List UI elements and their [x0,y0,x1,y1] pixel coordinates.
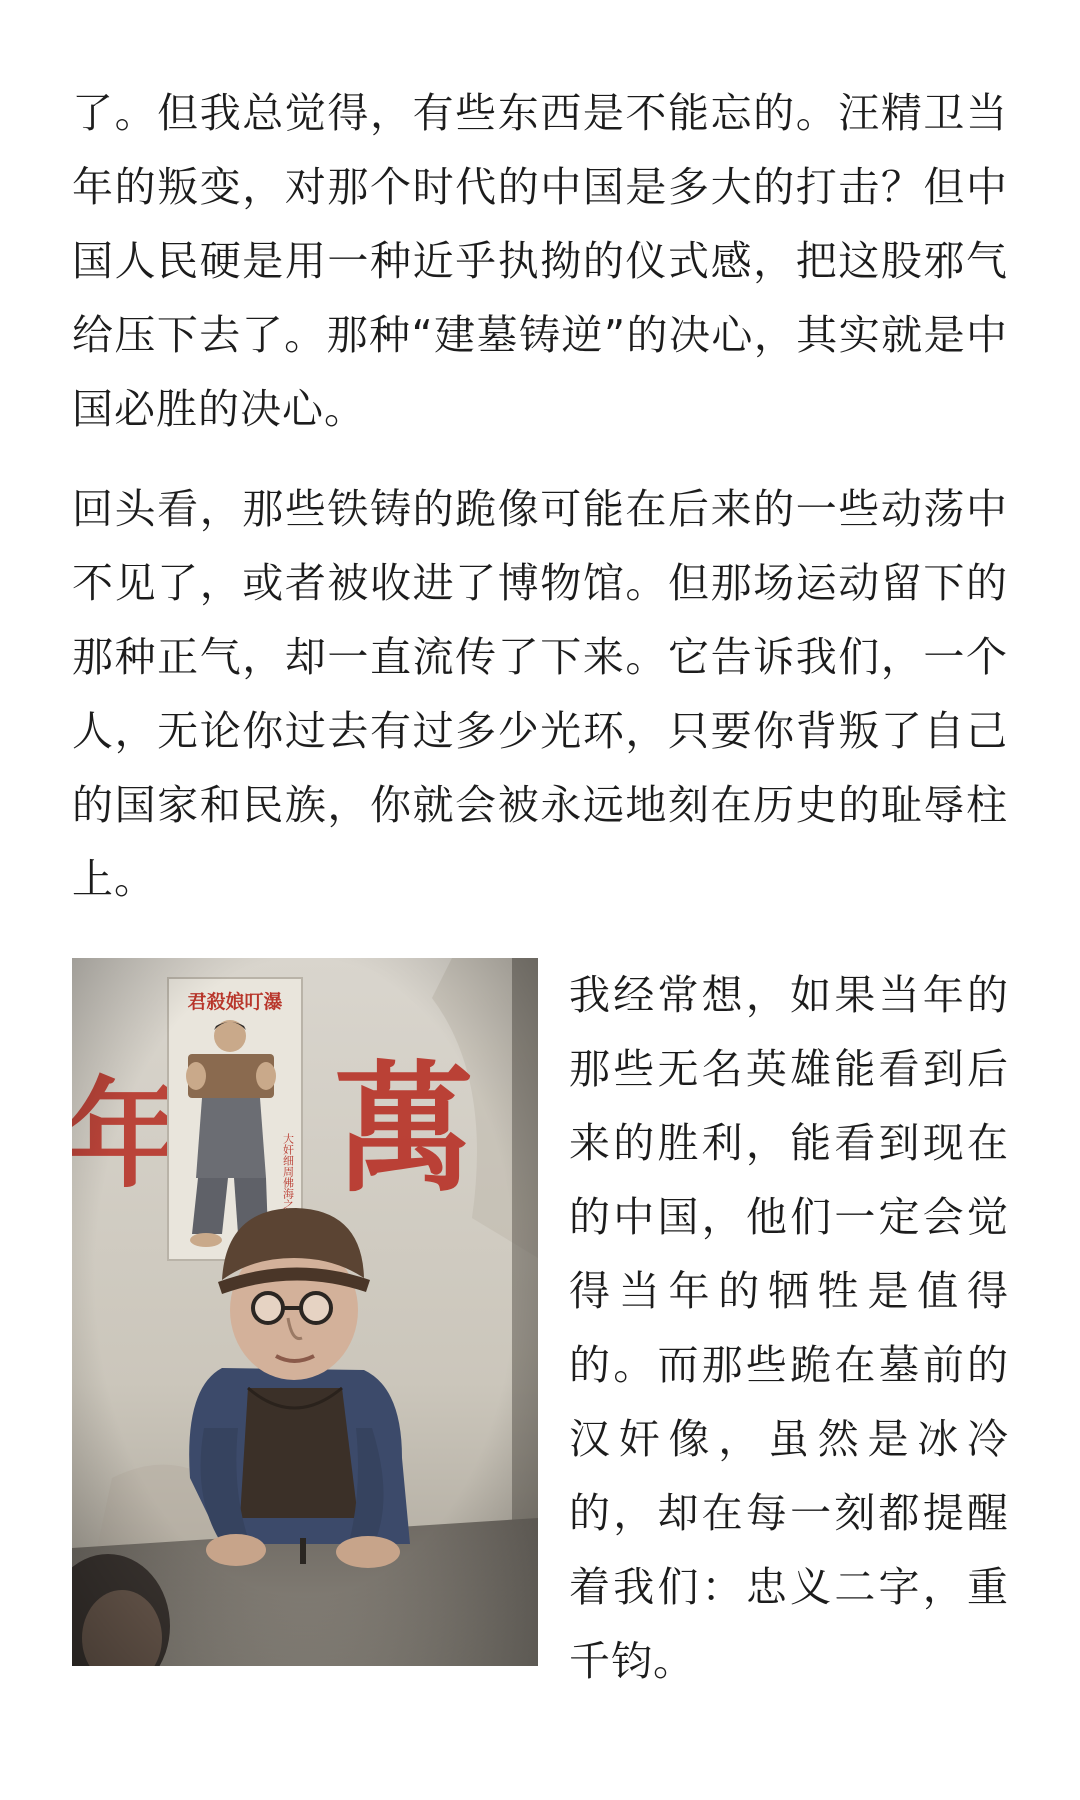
side-paragraph: 我经常想，如果当年的那些无名英雄能看到后来的胜利，能看到现在的中国，他们一定会觉得当年的牺牲是值得的。而那些跪在墓前的汉奸像，虽然是冰冷的，却在每一刻都提醒着我们：忠义二字，重千钧。 [569,971,1009,1685]
paragraph-2: 回头看，那些铁铸的跪像可能在后来的一些动荡中不见了，或者被收进了博物馆。但那场运动留下的那种正气，却一直流传了下来。它告诉我们，一个人，无论你过去有过多少光环，只要你背叛了自己的国家和民族，你就会被永远地刻在历史的耻辱柱上。 [72,485,1008,903]
kneeling-statue-photo [72,958,538,1666]
paragraph-1: 了。但我总觉得，有些东西是不能忘的。汪精卫当年的叛变，对那个时代的中国是多大的打击？但中国人民硬是用一种近乎执拗的仪式感，把这股邪气给压下去了。那种“建墓铸逆”的决心，其实就是中国必胜的决心。 [72,89,1008,433]
image-with-text-section [72,958,1009,1685]
article-body [72,76,1008,916]
